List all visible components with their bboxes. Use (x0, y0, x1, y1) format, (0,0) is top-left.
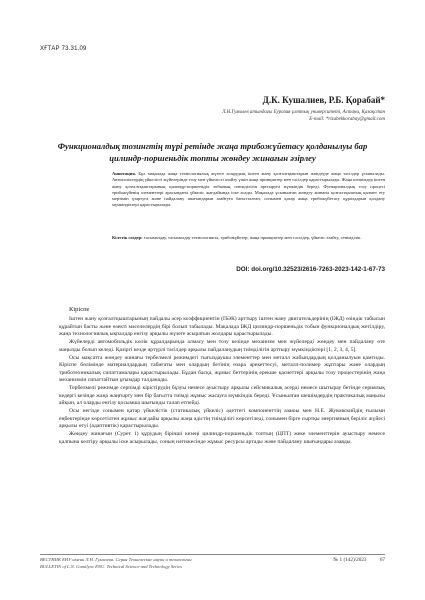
authors: Д.К. Кушалиев, Р.Б. Қорабай* (262, 95, 385, 105)
body-paragraph: Жөндеу жинағын (Сурет 1) құрудың бірінші кезеңі цилиндр-поршеньдік топтың (ЦПТ) жеке элементтерін ауыстыру немесе қалпына келтіру арқылы іске асырылады, соның нәтижесінде жұмыс ресурсы артады және пайдалану шығындары азаяды. (59, 431, 385, 445)
article-title: Функционалдық тозингтің түрі ретінде жаңа трибожүйетасу қолданылуы бар цилиндр-поршеньдік топты жөндеу жинағын әзірлеу (57, 141, 368, 163)
abstract-text: Бұл мақалада жаңа технологиялық жүзеге асырудың іштен жану қозғалтқыштарын жөндеуде жаңа тәсілдер ұсынылады. Автокөліктердің үйкелісті жүйелерінде тозу мен үйкелісті азайту үшін жаңа принциптер мен тәсілдер қарастырылады. Жаңа шешімдер іштен жану қозғалтқыштарының цилиндр-поршеньдік тобының сенімділігін арттыруға мүмкіндік береді. Функционалдық тозу процесі трибожүйенің элементтері арасындағы үйкеліс жағдайында іске асады. Мақалада ұсынылған жөндеу жинағы қозғалтқыштың қызмет ету мерзімін ұзартуға және пайдалану шығындарын азайтуға бағытталған, сонымен қатар жаңа трибожүйетасу құралдарын қолдану мүмкіндіктері қарастырылады. (112, 171, 385, 208)
journal-footer (40, 557, 192, 570)
body-paragraph: Тербелмелі режимде серпімді кірістірудің бұзуы немесе ауыстыру арқылы сейсмикалық әсерді немесе шытырау бетінде сериялық кедергі кезінде жаңа жаңғырту мен бір бағытта тиімді жұмыс жасауға мүмкіндік береді. Ұсынылған шешімдердің практикалық маңызы айқын, ал оларды енгізу қосымша шығынды талап етпейді. (59, 385, 385, 407)
body-paragraph: Іштен жану қозғалтқыштарының пайдалы әсер коэффициентін (ПӘК) арттыру іштен жану двигательдерінің (ІЖД) өзіндік табысын құрайтын басты және өзекті мәселелердің бірі болып табылады. Мақалада ІЖД цилиндр-поршеньдік тобын функционалдық жетілдіру, жаңа технологиялық ықпалдар енгізу арқылы жүзеге асыратын жолдары қарастырылады. (59, 316, 385, 337)
journal-name-ru: ВЕСТНИК ЕНУ имени Л.Н. Гумилева. Серия Технические науки и технологии (40, 557, 192, 562)
keywords-text: тасымалдау, тасымалдау технологиясы, трибожүйетер, жаңа принциптер мен тәсілдер, үйкеліс азайту, сенімділік. (143, 235, 362, 240)
abstract (112, 171, 385, 209)
affiliation-university: Л.Н.Гумилев атындағы Еуразия ұлттық университеті, Астана, Қазақстан (222, 110, 385, 115)
issue-number: № 1 (142)/2023 (333, 557, 367, 563)
footer-meta (321, 557, 385, 563)
udc-code: ХҒТАР 73.31.09 (40, 46, 87, 52)
keywords-label: Кілттік сөздер: (112, 235, 143, 240)
section-heading-introduction: Кіріспе (69, 306, 90, 313)
body-paragraph: Жүйелерді автомобильдік көлік құралдарында алмасу мен тозу кезінде механизм мен жүйелерді жөндеу мен пайдалану өте маңызды болып келеді. Қазіргі кезде әртүрлі тәсілдер арқылы пайдаланудың тиімділігін арттыру мүмкіндіктері [1, 2, 3, 4, 5]. (59, 339, 385, 353)
journal-name-en: BULLETIN of L.N. Gumilyov ENU. Technical Science and Technology Series (40, 563, 183, 569)
abstract-label: Аннотация. (112, 171, 136, 176)
footer-divider (40, 554, 385, 555)
body-paragraph: Осы негізде сонымен қатар үйкелістік (статикалық үйкеліс) әдеттегі компоненттің азаюы мен Н.Е. Жуковскийдің ғылыми еңбектерінде көрсетілген жұмыс жағдайы арқылы жаңа әдістің тиімділігі көрсетіледі, сонымен бірге сыртқы энергияның беріліс жүйесі арқылы өтуі (адаптивтік) қарастырылады. (59, 408, 385, 430)
page-number: 67 (379, 557, 385, 563)
body-text (59, 316, 385, 447)
doi-link[interactable]: DOI: doi.org/10.32523/2616-7263-2023-142-1-67-73 (236, 266, 385, 273)
keywords (112, 235, 385, 241)
affiliation (222, 109, 385, 123)
affiliation-email: E-mail: *rizabekkorabay@gmail.com (309, 117, 385, 122)
body-paragraph: Осы мақсатта жөндеу жинағы тербелмелі режимдегі тығыздаушы элементтер мен металл жабындардың қолданылуын қамтиды. Кіріспе бөлімінде материалдардың табиғаты мен олардың бетінің өзара әрекеттесуі, металл-полимер жұптары және олардың триботехникалық сипаттамалары қарастырылады. Бұдан басқа, жұмыс беттерінің ерекше қасиеттері арқылы тозу процестерінің жаңа механизмін сипаттайтын ұғымдар талданады. (59, 354, 385, 384)
